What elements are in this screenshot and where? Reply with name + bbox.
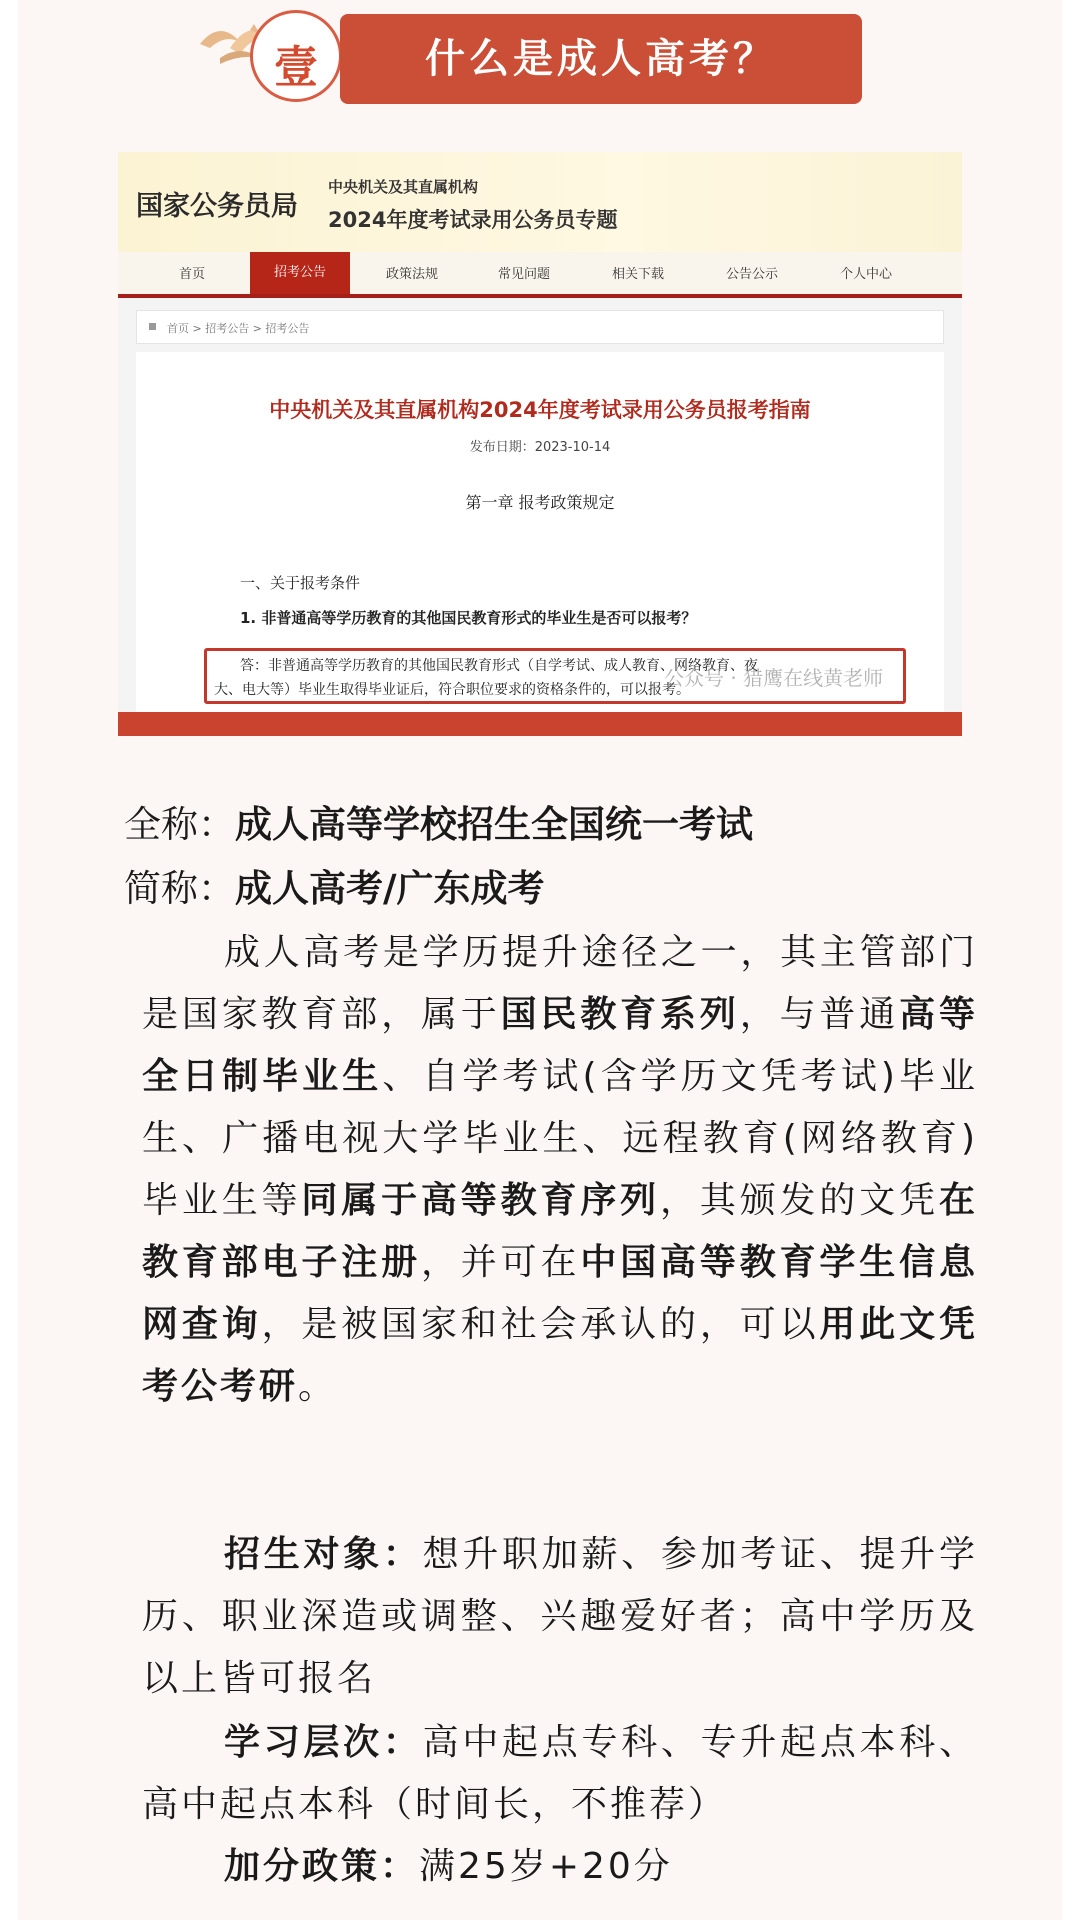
nav-notices[interactable]: 公告公示: [725, 267, 778, 282]
section-title: 什么是成人高考？: [340, 14, 862, 104]
watermark: 公众号 · 猎鹰在线黄老师: [664, 666, 884, 690]
publish-date: 发布日期：2023-10-14: [469, 440, 611, 455]
level-text: 高中起点专科、专升起点本科、高中起点本科（时间长，不推荐）: [142, 1722, 978, 1825]
para1-text-1: 成人高考是学历提升途径之一，其主管部门是国家教育部，属于: [142, 932, 978, 1035]
level-label: 学习层次：: [224, 1722, 423, 1763]
nav-personal[interactable]: 个人中心: [839, 267, 892, 282]
chapter-heading: 第一章 报考政策规定: [465, 493, 615, 512]
location-icon: [149, 323, 156, 330]
answer-line-2: 大、电大等）毕业生取得毕业证后，符合职位要求的资格条件的，可以报考。: [214, 682, 690, 698]
site-subtitle: 中央机关及其直属机构: [328, 178, 479, 196]
nav-faq[interactable]: 常见问题: [497, 267, 550, 282]
level-paragraph: [142, 1712, 978, 1836]
para1-bold-1: 国民教育系列: [500, 994, 740, 1035]
site-topic: 2024年度考试录用公务员专题: [328, 208, 618, 232]
document-title: 中央机关及其直属机构2024年度考试录用公务员报考指南: [269, 398, 811, 422]
embedded-screenshot: [118, 152, 962, 736]
bonus-text: 满25岁+20分: [419, 1846, 673, 1887]
para1-text-5: ，并可在: [420, 1242, 581, 1283]
section-heading: 一、关于报考条件: [240, 574, 361, 592]
site-nav: [118, 252, 962, 298]
nav-policy[interactable]: 政策法规: [385, 267, 438, 282]
page: [18, 0, 1062, 1920]
section-number-badge: [250, 10, 342, 102]
section-number: 壹: [274, 42, 318, 93]
site-header: [118, 152, 962, 252]
screenshot-footer-bar: [118, 712, 962, 736]
fullname-label: 全称：: [124, 803, 235, 846]
section-header: [18, 0, 1062, 120]
target-label: 招生对象：: [224, 1534, 423, 1575]
nav-home[interactable]: 首页: [178, 267, 205, 282]
fullname-value: 成人高等学校招生全国统一考试: [235, 803, 753, 846]
shortname-label: 简称：: [124, 867, 235, 910]
para1-text-4: ，其颁发的文凭: [660, 1180, 939, 1221]
target-text: 想升职加薪、参加考证、提升学历、职业深造或调整、兴趣爱好者；高中学历及以上皆可报名: [142, 1534, 978, 1699]
target-paragraph: [142, 1524, 978, 1710]
breadcrumb-text[interactable]: 首页 > 招考公告 > 招考公告: [167, 322, 310, 335]
para1-text-3: 、自学考试(含学历文凭考试)毕业生、广播电视大学毕业生、远程教育(网络教育)毕业生等: [142, 1056, 978, 1221]
bonus-label: 加分政策：: [224, 1846, 420, 1887]
document-body: [136, 352, 944, 736]
answer-line-1: 答：非普通高等学历教育的其他国民教育形式（自学考试、成人教育、网络教育、夜: [240, 658, 758, 674]
question: 1. 非普通高等学历教育的其他国民教育形式的毕业生是否可以报考？: [240, 609, 697, 627]
intro-paragraph: [142, 922, 978, 1418]
para1-bold-2: 高等全日制毕业生: [142, 994, 978, 1097]
para1-bold-3: 同属于高等教育序列: [301, 1180, 661, 1221]
para1-bold-4: 在教育部电子注册: [142, 1180, 978, 1283]
para1-text-6: ，是被国家和社会承认的，可以: [261, 1304, 820, 1345]
nav-recruitment[interactable]: 招考公告: [250, 252, 350, 294]
breadcrumb: [136, 310, 944, 344]
para1-text-7: 。: [298, 1366, 338, 1407]
fullname-row: [124, 794, 753, 848]
para1-bold-5: 中国高等教育学生信息网查询: [142, 1242, 978, 1345]
para1-bold-6: 用此文凭考公考研: [142, 1304, 978, 1407]
bonus-paragraph: [142, 1836, 978, 1898]
shortname-row: [124, 858, 545, 912]
shortname-value: 成人高考/广东成考: [235, 867, 545, 910]
site-logo-text: 国家公务员局: [136, 191, 298, 222]
para1-text-2: ，与普通: [739, 994, 900, 1035]
nav-downloads[interactable]: 相关下载: [611, 267, 664, 282]
